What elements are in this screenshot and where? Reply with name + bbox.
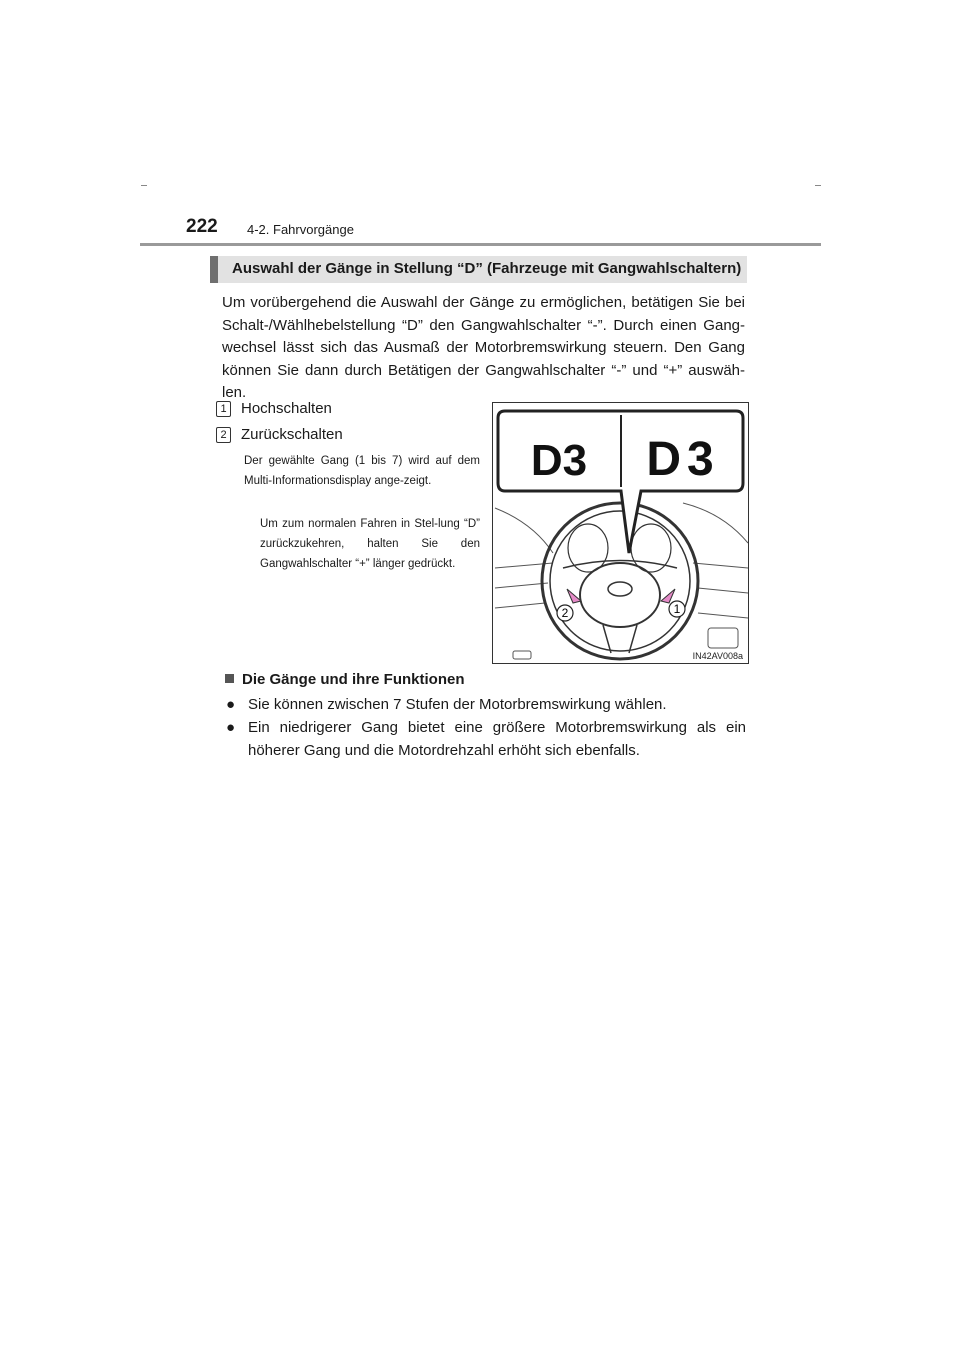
crop-mark-right (815, 185, 821, 186)
bullet-item (226, 717, 746, 762)
note-normal-drive: Um zum normalen Fahren in Stel-lung “D” zurückzukehren, halten Sie den Gangwahlschalter “+” länger gedrückt. (260, 518, 480, 570)
bullet-item (226, 694, 746, 717)
item-downshift (216, 426, 343, 443)
subsection-heading (225, 671, 465, 688)
square-bullet-icon (225, 674, 234, 683)
steering-wheel-illustration (493, 403, 748, 663)
display-gear-right: D3 (646, 433, 720, 486)
section-title: 4-2. Fahrvorgänge (247, 222, 354, 237)
page-number: 222 (186, 216, 218, 237)
upshift-arrow-icon (661, 589, 675, 603)
bullet-text: Ein niedrigerer Gang bietet eine größere Motorbremswirkung als ein höherer Gang und die Motordrehzahl erhöht sich ebenfalls. (248, 719, 746, 759)
number-badge: 1 (216, 401, 231, 417)
section-heading-text: Auswahl der Gänge in Stellung “D” (Fahrzeuge mit Gangwahlschaltern) (232, 260, 742, 277)
figure-steering-wheel (492, 402, 749, 664)
note-display: Der gewählte Gang (1 bis 7) wird auf dem Multi-Informationsdisplay ange-zeigt. (244, 455, 480, 487)
downshift-arrow-icon (567, 589, 581, 603)
number-badge: 2 (216, 427, 231, 443)
callout-2: 2 (561, 606, 569, 620)
header-rule (140, 243, 821, 246)
round-bullet-icon: ● (226, 696, 236, 713)
subsection-title: Die Gänge und ihre Funktionen (242, 671, 465, 688)
item-upshift (216, 400, 332, 417)
callout-1: 1 (673, 602, 681, 616)
round-bullet-icon: ● (226, 719, 236, 736)
section-heading (210, 256, 747, 283)
crop-mark-left (141, 185, 147, 186)
intro-paragraph: Um vorübergehend die Auswahl der Gänge zu ermöglichen, betätigen Sie bei Schalt-/Wählhebelstellung “D” den Gangwahlschalter “-”. Durch einen Gang-wechsel lässt sich das Ausmaß der Motorbremswirkung steuern. Den Gang können Sie dann durch Betätigen der Gangwahlschalter “-” und “+” auswäh-len. (222, 294, 745, 401)
item-label: Zurückschalten (241, 426, 343, 443)
item-label: Hochschalten (241, 400, 332, 417)
figure-code: IN42AV008a (692, 651, 743, 661)
display-gear-left: D3 (530, 436, 588, 485)
bullet-text: Sie können zwischen 7 Stufen der Motorbremswirkung wählen. (248, 696, 667, 713)
